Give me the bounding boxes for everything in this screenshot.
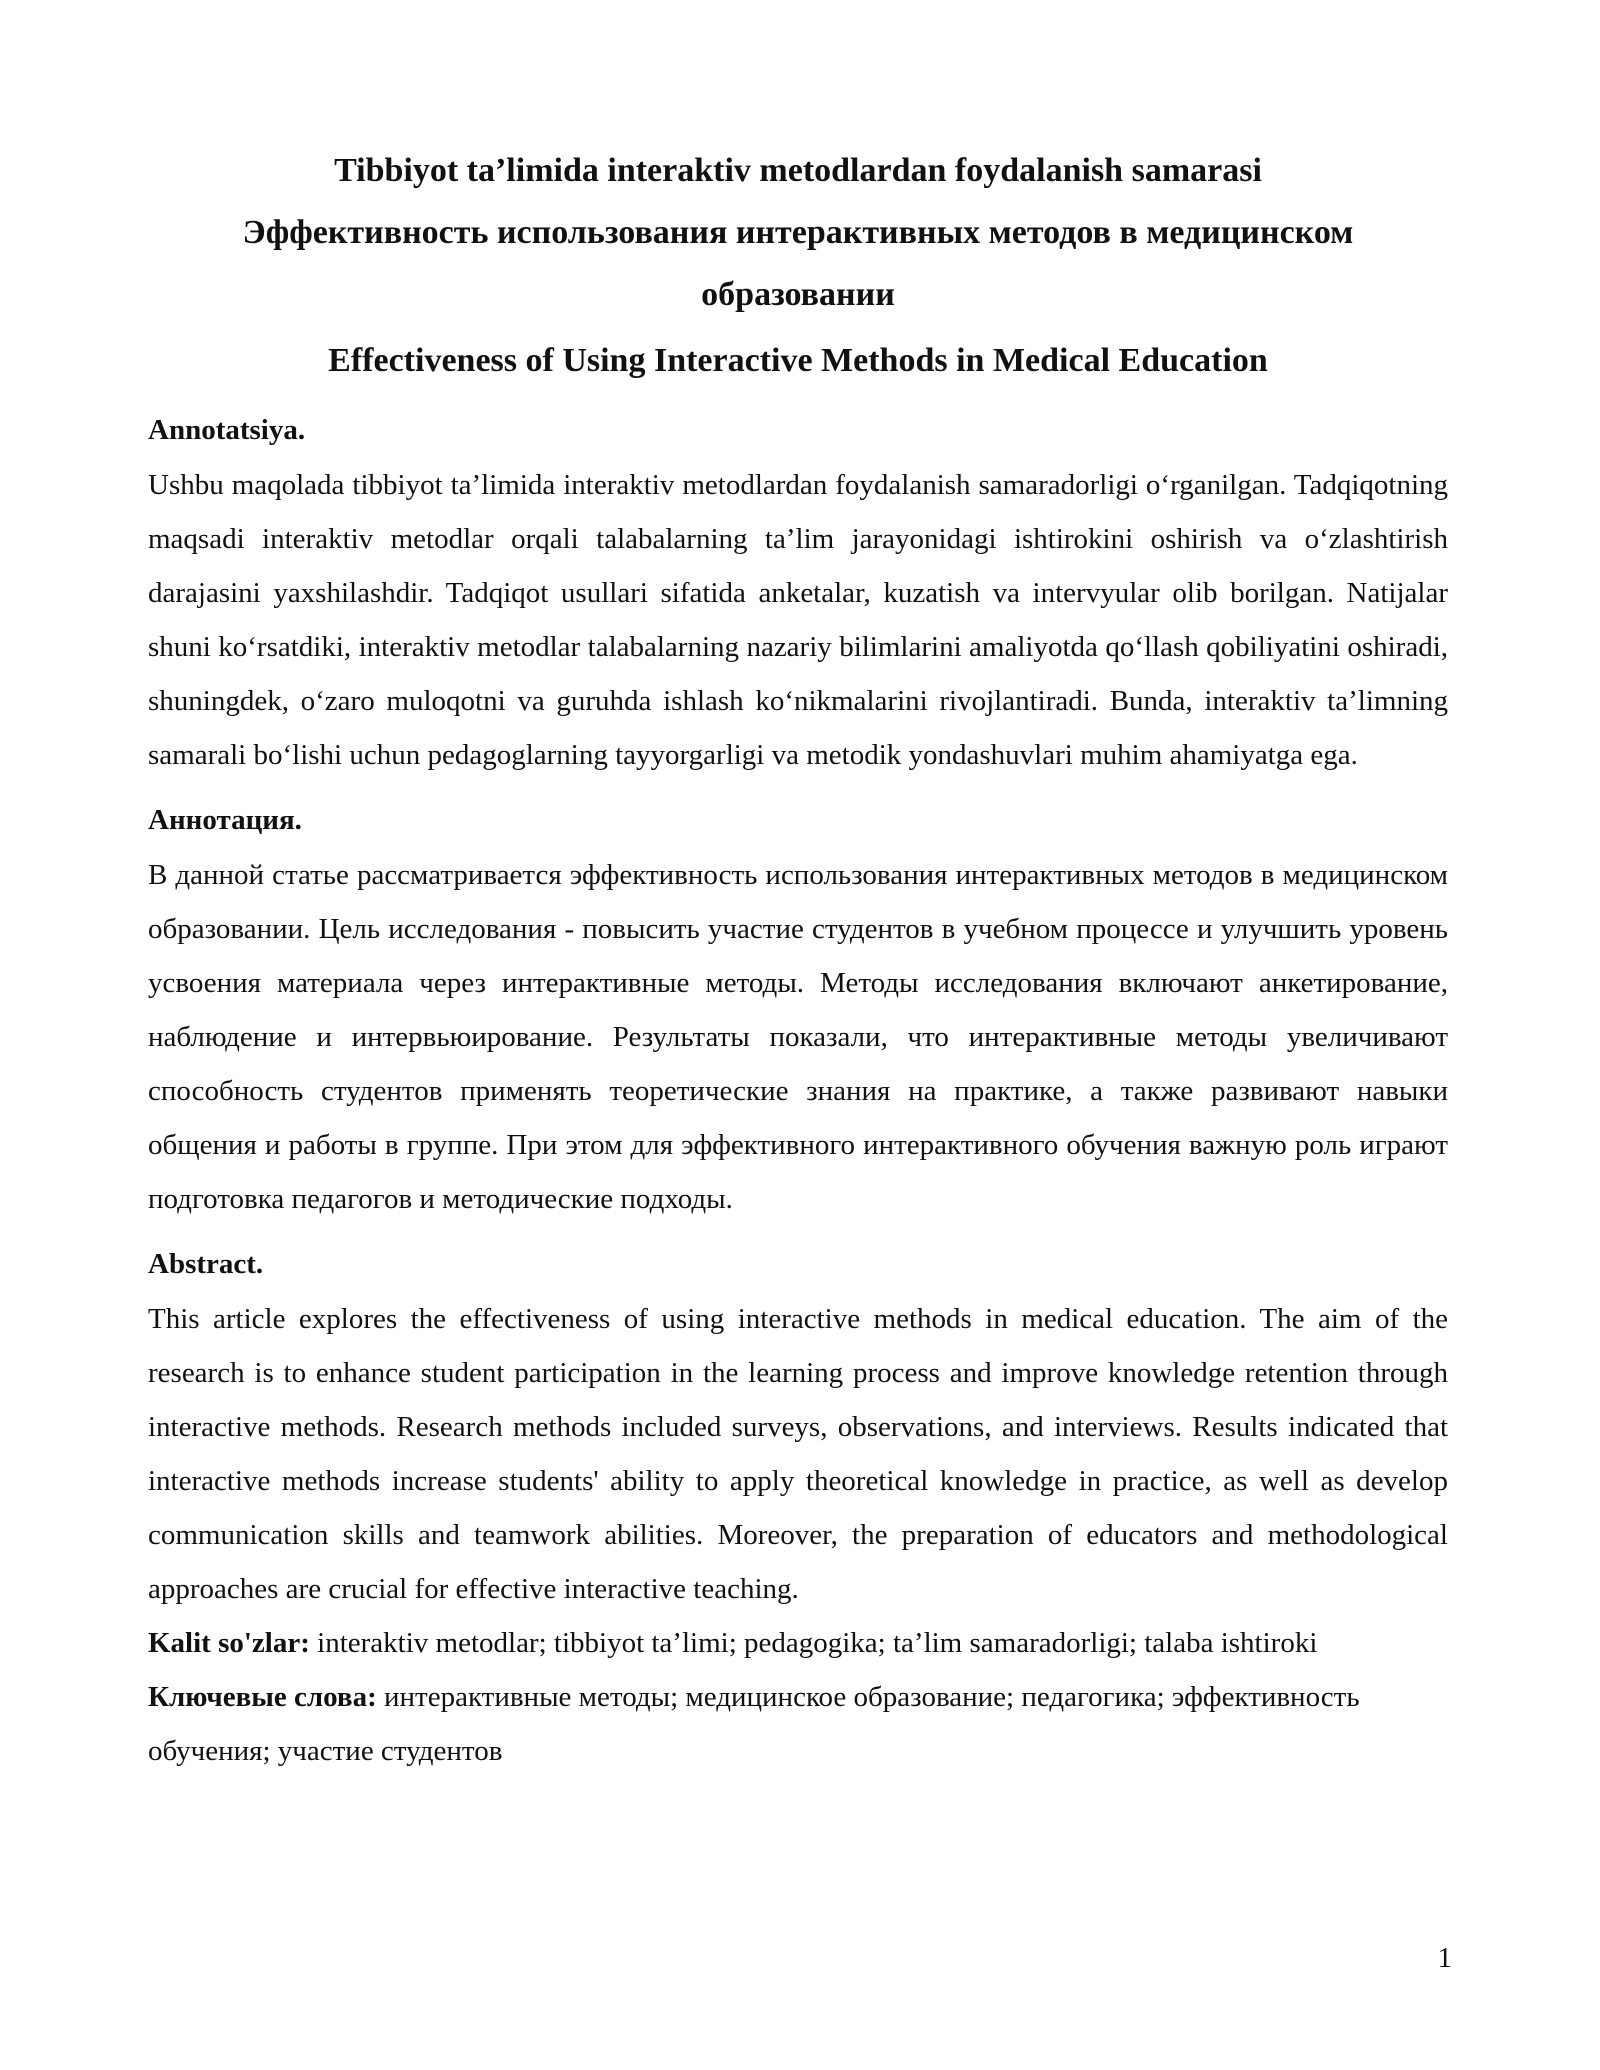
abstract-en-text: This article explores the effectiveness of using interactive methods in medical education. The aim of the research is to enhance student participation in the learning process and improve knowledge retention through interactive methods. Research methods included surveys, observations, and interviews. Results indicated that interactive methods increase students' ability to apply theoretical knowledge in practice, as well as develop communication skills and teamwork abilities. Moreover, the preparation of educators and methodological approaches are crucial for effective interactive teaching. bbox=[148, 1303, 1448, 1605]
annotation-uz-heading: Annotatsiya. bbox=[148, 414, 306, 446]
keywords-uz bbox=[148, 1616, 1448, 1670]
annotation-ru-text: В данной статье рассматривается эффективность использования интерактивных методов в медицинском образовании. Цель исследования - повысить участие студентов в учебном процессе и улучшить уровень усвоения материала через интерактивные методы. Методы исследования включают анкетирование, наблюдение и интервьюирование. Результаты показали, что интерактивные методы увеличивают способность студентов применять теоретические знания на практике, а также развивают навыки общения и работы в группе. При этом для эффективного интерактивного обучения важную роль играют подготовка педагогов и методические подходы. bbox=[148, 859, 1448, 1215]
annotation-uz-text: Ushbu maqolada tibbiyot ta’limida interaktiv metodlardan foydalanish samaradorligi o‘rganilgan. Tadqiqotning maqsadi interaktiv metodlar orqali talabalarning ta’lim jarayonidagi ishtirokini oshirish va o‘zlashtirish darajasini yaxshilashdir. Tadqiqot usullari sifatida anketalar, kuzatish va intervyular olib borilgan. Natijalar shuni ko‘rsatdiki, interaktiv metodlar talabalarning nazariy bilimlarini amaliyotda qo‘llash qobiliyatini oshiradi, shuningdek, o‘zaro muloqotni va guruhda ishlash ko‘nikmalarini rivojlantiradi. Bunda, interaktiv ta’limning samarali bo‘lishi uchun pedagoglarning tayyorgarligi va metodik yondashuvlari muhim ahamiyatga ega. bbox=[148, 469, 1448, 771]
page-number: 1 bbox=[1437, 1942, 1452, 1974]
keywords-uz-label: Kalit so'zlar: bbox=[148, 1627, 310, 1659]
keywords-uz-text: interaktiv metodlar; tibbiyot ta’limi; pedagogika; ta’lim samaradorligi; talaba ishtiroki bbox=[309, 1627, 1318, 1659]
title-english: Effectiveness of Using Interactive Methods in Medical Education bbox=[328, 342, 1268, 379]
title-russian: Эффективность использования интерактивных методов в медицинском образовании bbox=[242, 214, 1354, 313]
abstract-en-heading: Abstract. bbox=[148, 1248, 264, 1280]
document-page bbox=[148, 140, 1448, 1778]
keywords-ru bbox=[148, 1670, 1448, 1778]
keywords-ru-label: Ключевые слова: bbox=[148, 1681, 377, 1713]
annotation-ru-heading: Аннотация. bbox=[148, 804, 302, 836]
keywords-ru-text: интерактивные методы; медицинское образование; педагогика; эффективность обучения; участие студентов bbox=[148, 1681, 1360, 1767]
title-uzbek: Tibbiyot ta’limida interaktiv metodlardan foydalanish samarasi bbox=[334, 152, 1262, 189]
